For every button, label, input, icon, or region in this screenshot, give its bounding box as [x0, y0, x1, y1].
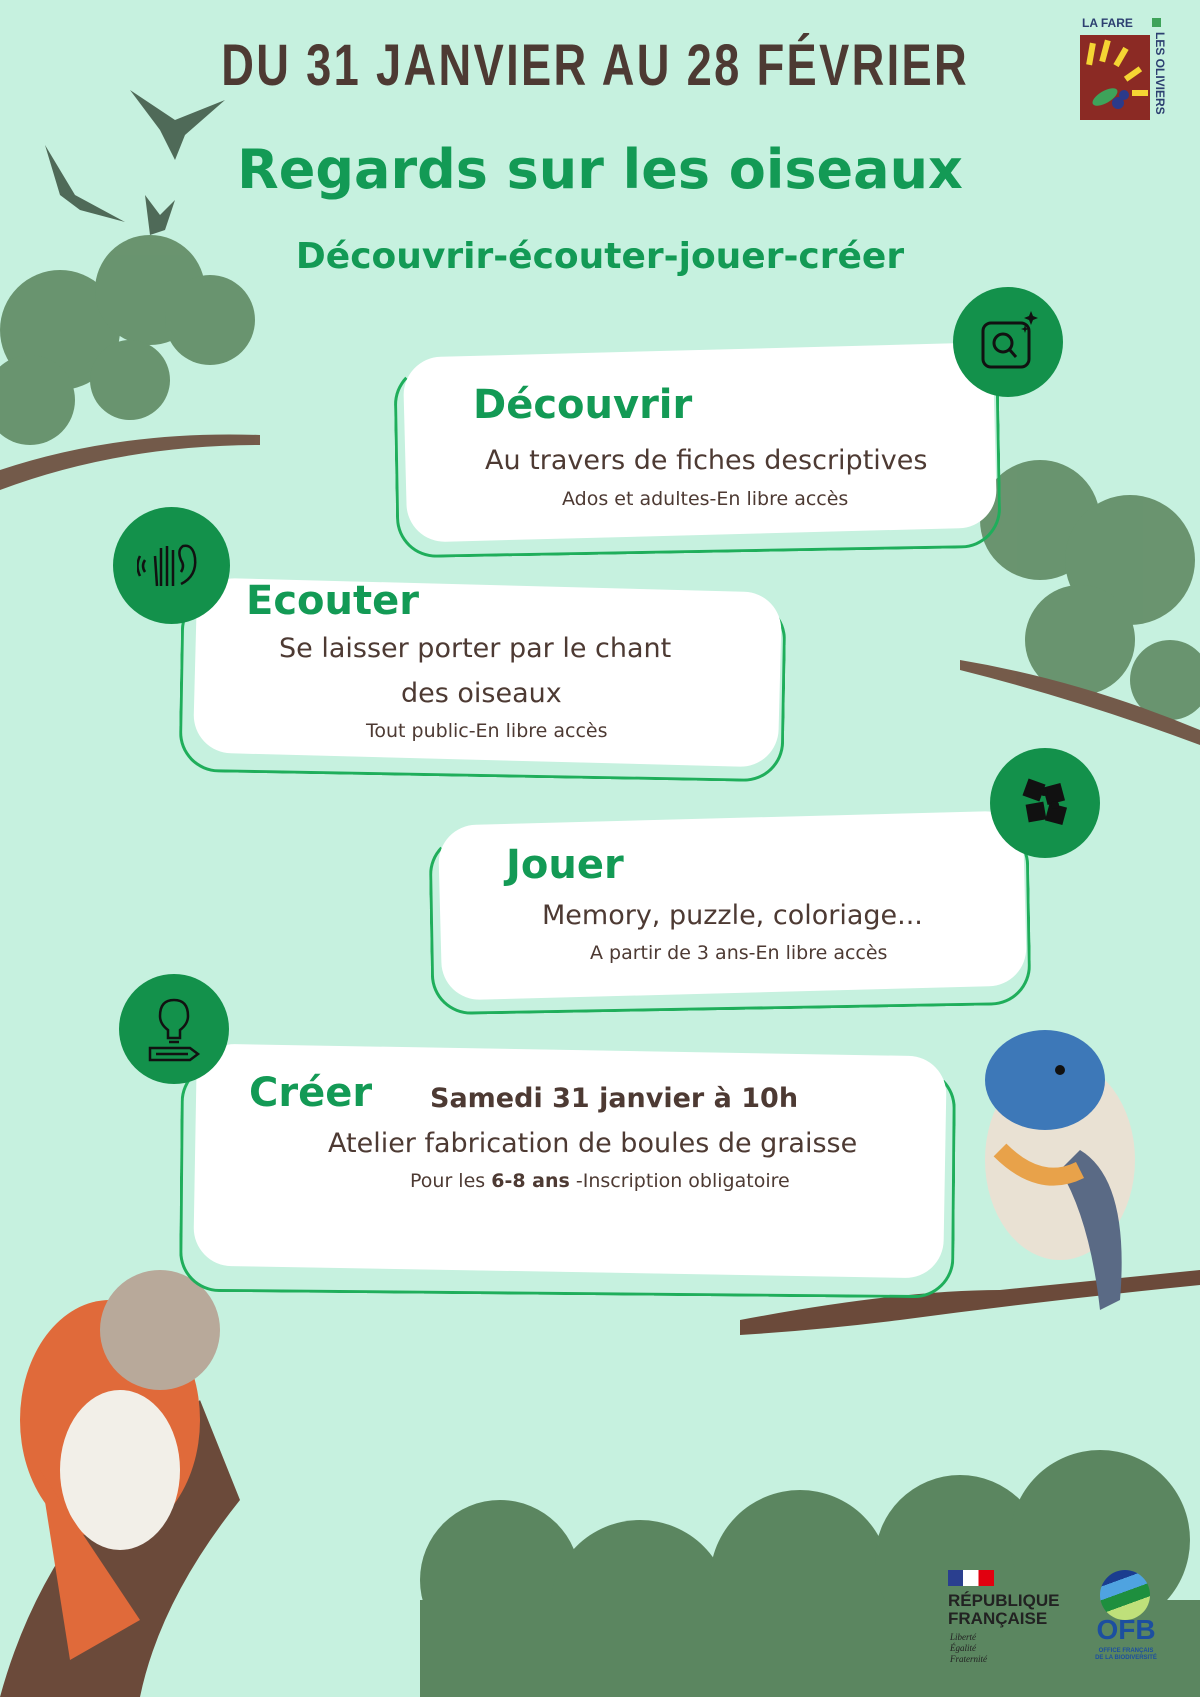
- poster-title: Regards sur les oiseaux: [237, 138, 963, 201]
- card-audience: Ados et adultes-En libre accès: [562, 488, 849, 510]
- kestrel-illustration: [0, 1270, 240, 1697]
- rf-motto-egalite: Égalité: [950, 1643, 976, 1653]
- poster-subtitle: Découvrir-écouter-jouer-créer: [295, 236, 905, 277]
- logo-text-la-fare: LA FARE: [1082, 16, 1133, 30]
- audience-suffix: -Inscription obligatoire: [569, 1170, 790, 1192]
- rf-motto-liberte: Liberté: [950, 1632, 976, 1642]
- audience-prefix: Pour les: [410, 1170, 492, 1192]
- tree-bottom: [420, 1450, 1200, 1697]
- logo-emblem: [1080, 35, 1150, 120]
- card-audience: A partir de 3 ans-En libre accès: [590, 942, 888, 964]
- card-description: Au travers de fiches descriptives: [485, 445, 928, 476]
- ofb-emblem: [1100, 1570, 1150, 1620]
- audience-age: 6-8 ans: [491, 1170, 570, 1192]
- rf-motto-fraternite: Fraternité: [950, 1654, 987, 1664]
- rf-line2: FRANÇAISE: [948, 1609, 1048, 1628]
- ear-listen-icon: [113, 507, 230, 624]
- card-background: [403, 342, 998, 542]
- puzzle-icon: [990, 748, 1100, 858]
- french-flag-icon: [948, 1570, 994, 1586]
- rf-line1: RÉPUBLIQUE: [948, 1591, 1060, 1610]
- card-title: Ecouter: [246, 578, 419, 624]
- card-audience: [410, 1170, 790, 1192]
- workshop-date: Samedi 31 janvier à 10h: [430, 1083, 799, 1114]
- ofb-sub1: OFFICE FRANÇAIS: [1098, 1648, 1154, 1654]
- ofb-text: OFB: [1096, 1614, 1156, 1645]
- card-audience: Tout public-En libre accès: [366, 720, 608, 742]
- card-title: Découvrir: [473, 382, 693, 428]
- card-description-line1: Se laisser porter par le chant: [279, 633, 672, 664]
- event-dates: DU 31 JANVIER AU 28 FÉVRIER: [221, 33, 970, 98]
- card-description-line2: des oiseaux: [401, 678, 562, 709]
- card-description: Atelier fabrication de boules de graisse: [328, 1128, 858, 1159]
- logo-text-les-oliviers: LES OLIVIERS: [1153, 32, 1167, 115]
- card-description: Memory, puzzle, coloriage...: [542, 900, 923, 931]
- card-title: Créer: [249, 1070, 373, 1116]
- bluebird-illustration: [985, 1030, 1135, 1310]
- lightbulb-pencil-icon: [119, 974, 229, 1084]
- card-title: Jouer: [506, 842, 624, 888]
- ofb-sub2: DE LA BIODIVERSITÉ: [1095, 1655, 1157, 1661]
- magnifier-sparkle-icon: [953, 287, 1063, 397]
- logo-green-square: [1152, 18, 1161, 27]
